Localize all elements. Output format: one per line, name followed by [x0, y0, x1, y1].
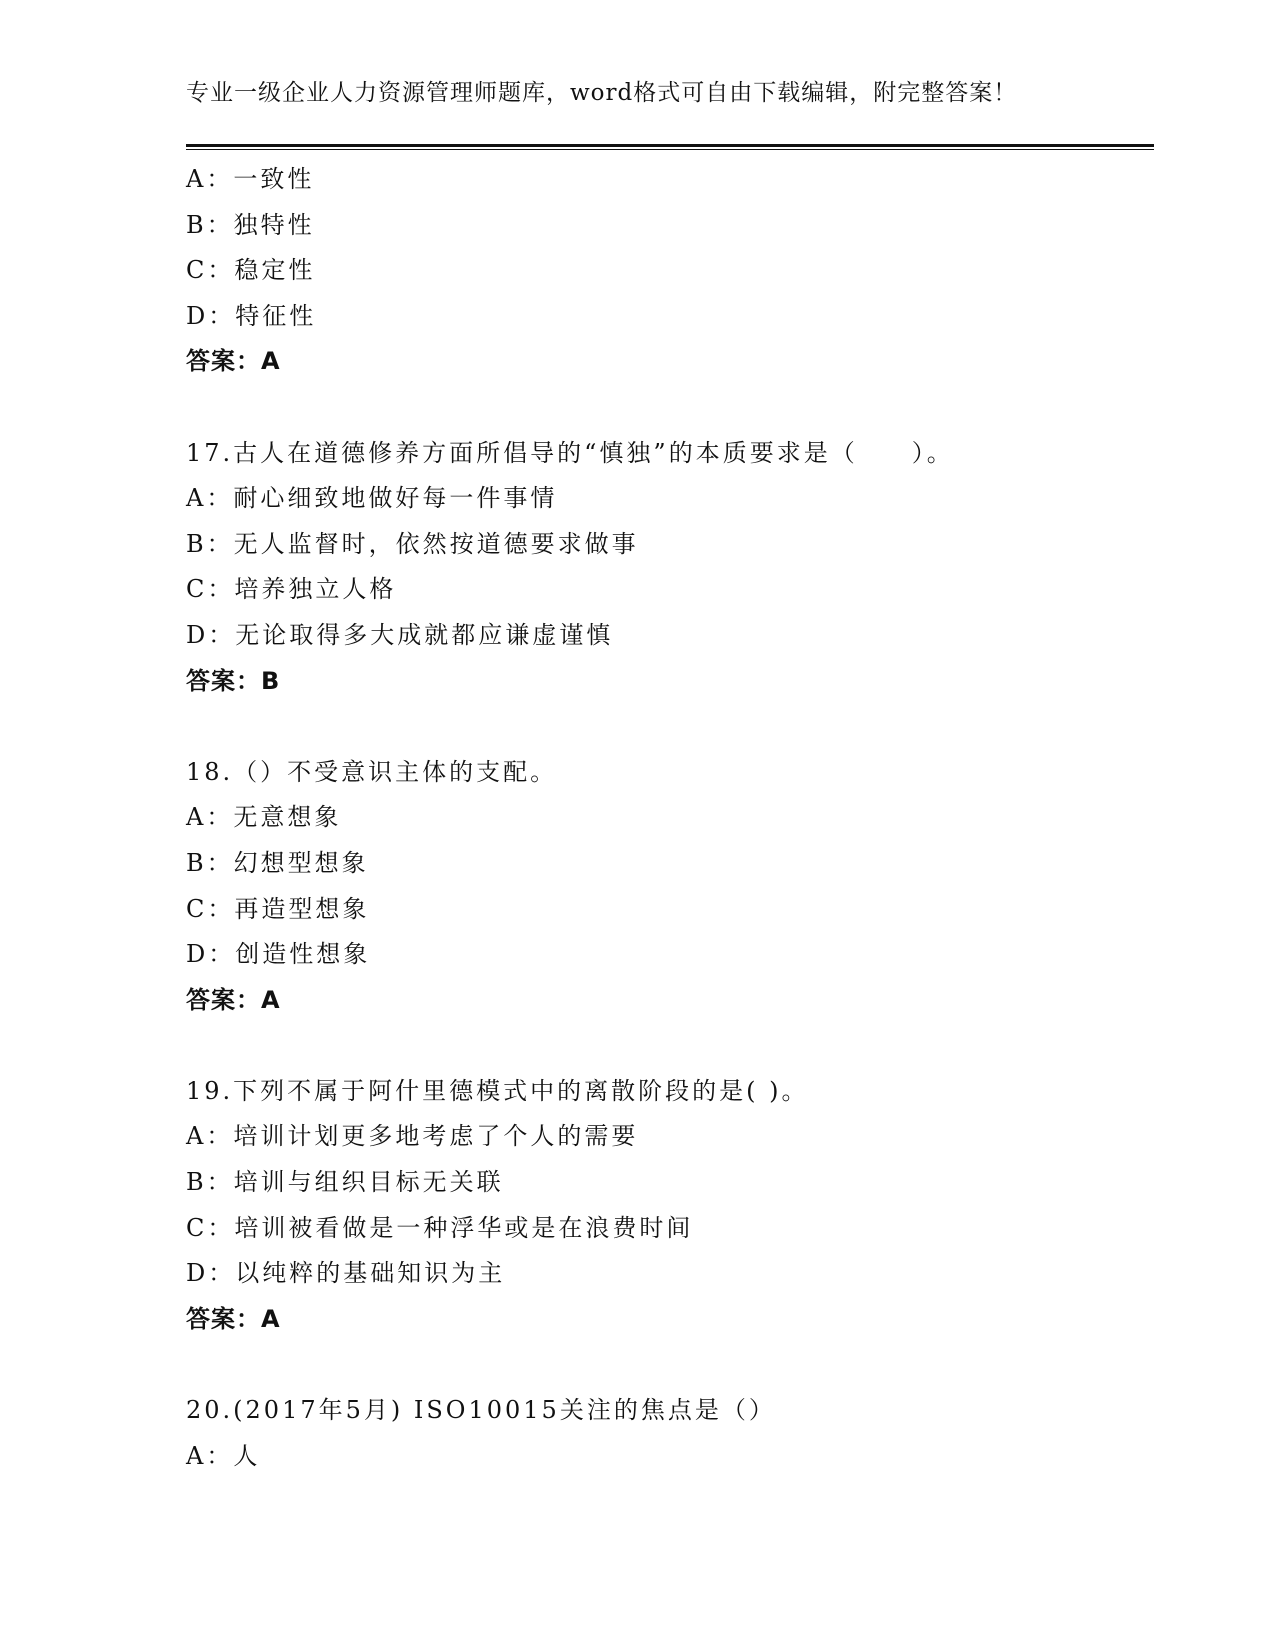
option-a: A：人 [186, 1441, 261, 1470]
option-a: A：无意想象 [186, 803, 342, 832]
option-b: B：无人监督时，依然按道德要求做事 [186, 529, 639, 558]
question-16 [186, 157, 1154, 385]
question-17 [186, 431, 1154, 705]
option-a: A：培训计划更多地考虑了个人的需要 [186, 1122, 639, 1151]
answer-line: 答案：B [186, 666, 281, 695]
page-header-text: 专业一级企业人力资源管理师题库，word格式可自由下载编辑，附完整答案！ [186, 80, 1018, 106]
question-stem: 18.（）不受意识主体的支配。 [186, 757, 558, 786]
option-d: D：以纯粹的基础知识为主 [186, 1259, 506, 1288]
option-a: A：一致性 [186, 165, 315, 193]
option-c: C：再造型想象 [186, 894, 370, 923]
answer-line: 答案：A [186, 985, 281, 1014]
question-18 [186, 750, 1154, 1024]
answer-line: 答案：A [186, 347, 281, 376]
question-list [186, 157, 1154, 1479]
option-c: C：培训被看做是一种浮华或是在浪费时间 [186, 1213, 694, 1242]
option-b: B：独特性 [186, 210, 315, 239]
option-b: B：培训与组织目标无关联 [186, 1168, 504, 1197]
question-19 [186, 1069, 1154, 1343]
answer-line: 答案：A [186, 1304, 281, 1333]
question-20 [186, 1388, 1154, 1479]
option-d: D：创造性想象 [186, 940, 371, 969]
header-divider [186, 144, 1154, 150]
option-c: C：培养独立人格 [186, 575, 397, 604]
option-d: D：特征性 [186, 301, 317, 330]
question-stem: 20.(2017年5月) ISO10015关注的焦点是（） [186, 1396, 776, 1425]
question-stem: 19.下列不属于阿什里德模式中的离散阶段的是( )。 [186, 1076, 809, 1105]
option-c: C：稳定性 [186, 256, 316, 285]
question-stem: 17.古人在道德修养方面所倡导的“慎独”的本质要求是（ ）。 [186, 438, 954, 467]
option-b: B：幻想型想象 [186, 848, 369, 877]
option-a: A：耐心细致地做好每一件事情 [186, 484, 558, 513]
option-d: D：无论取得多大成就都应谦虚谨慎 [186, 620, 614, 649]
